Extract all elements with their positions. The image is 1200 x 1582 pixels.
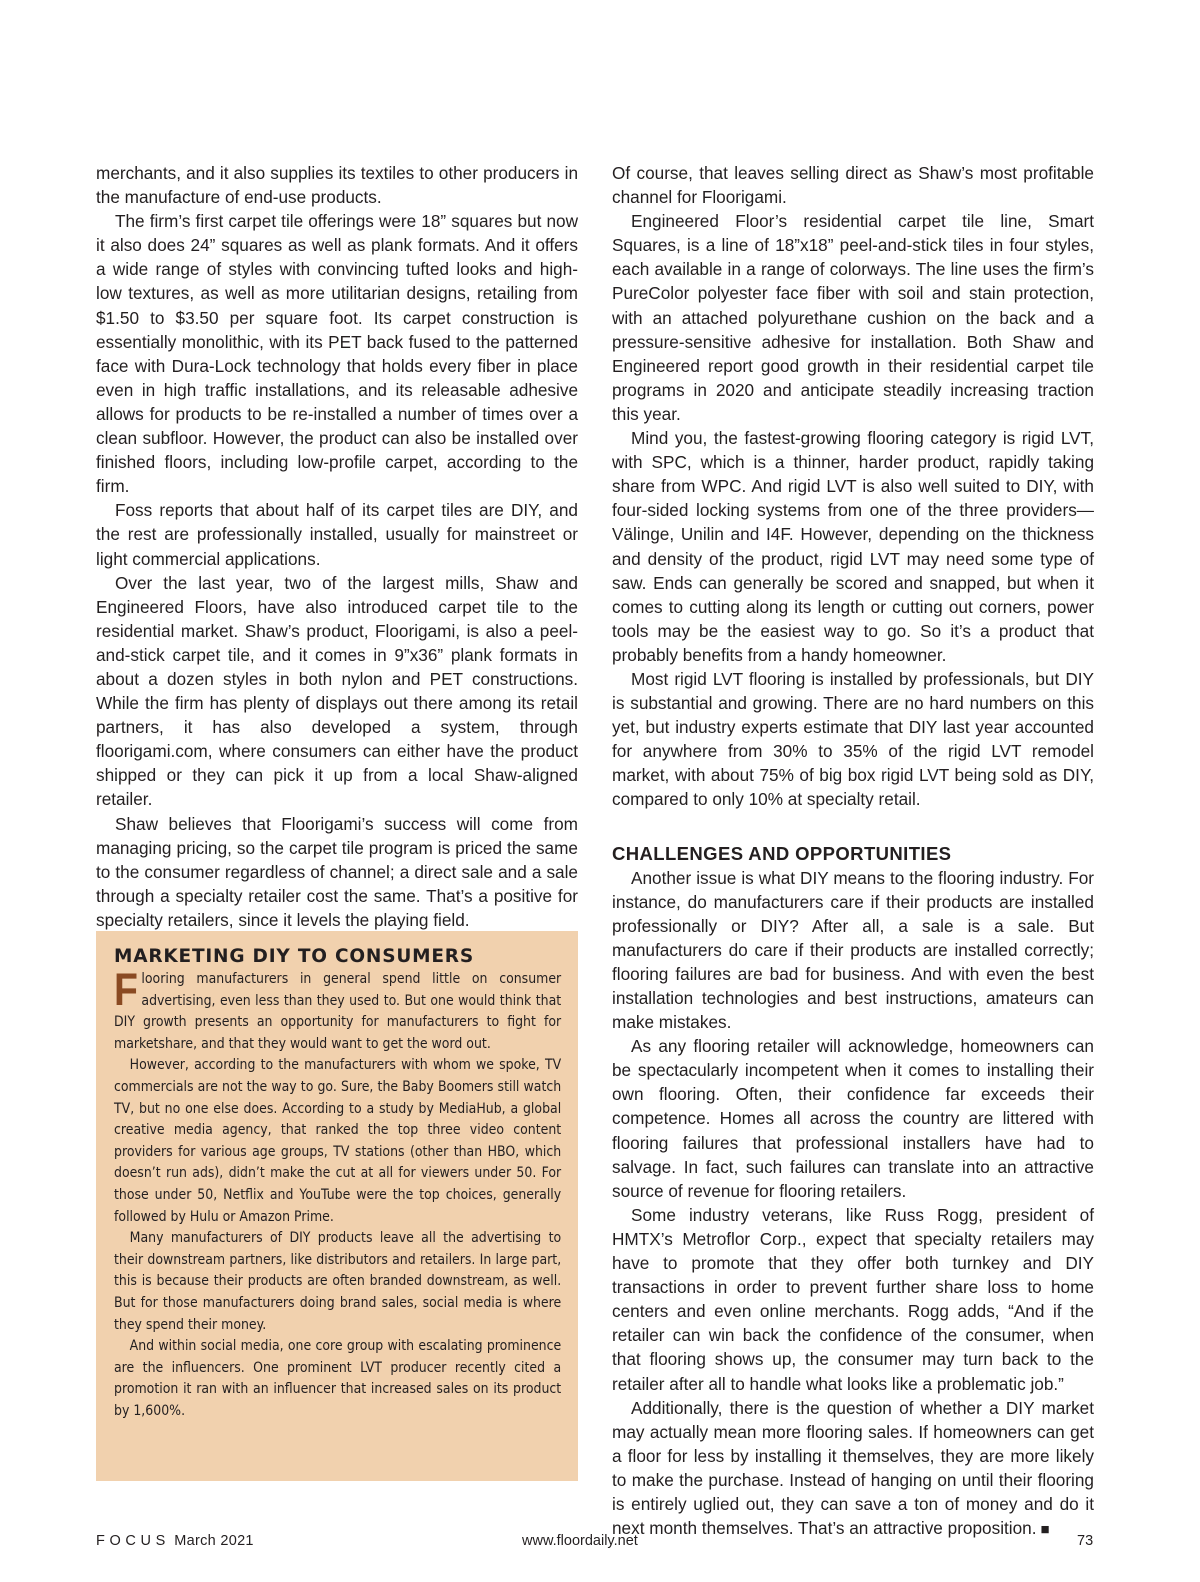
article-paragraph [612, 1396, 1094, 1543]
sidebar-paragraph: Many manufacturers of DIY products leave all the advertising to their downstream partners, like distributors and retailers. In large part, this is because their products are often branded downstream, as well. But for those manufacturers doing brand sales, social media is where they spend their money. [114, 1230, 562, 1333]
final-paragraph-text: Additionally, there is the question of whether a DIY market may actually mean more flooring sales. If homeowners can get a floor for less by installing it themselves, they are more likely to make the purchase. Instead of hanging on until their flooring is entirely uglied out, they can save a ton of money and do it next month themselves. That’s an attractive proposition. [612, 1397, 1094, 1539]
sidebar-paragraph: However, according to the manufacturers with whom we spoke, TV commercials are not the way to go. Sure, the Baby Boomers still watch TV, but no one else does. According to a study by MediaHub, a global creative media agency, that ranked the top three video content providers for various age groups, TV stations (other than HBO, which doesn’t run ads), didn’t make the cut at all for viewers under 50. For those under 50, Netflix and YouTube were the top choices, generally followed by Hulu or Amazon Prime. [114, 1057, 562, 1225]
sidebar-title: MARKETING DIY TO CONSUMERS [114, 946, 474, 967]
article-column-right [612, 161, 1094, 1542]
article-paragraph: Most rigid LVT flooring is installed by professionals, but DIY is substantial and growing. There are no hard numbers on this yet, but industry experts estimate that DIY last year accounted for anywhere from 30% to 35% of the rigid LVT remodel market, with about 75% of big box rigid LVT being sold as DIY, compared to only 10% at specialty retail. [612, 668, 1094, 810]
sidebar-paragraph [114, 964, 562, 1055]
article-paragraph: Another issue is what DIY means to the flooring industry. For instance, do manufacturers care if their products are installed professionally or DIY? After all, a sale is a sale. But manufacturers do care if their products are installed correctly; flooring failures are bad for business. And with even the best installation technologies and best instructions, amateurs can make mistakes. [612, 867, 1094, 1033]
sidebar-first-paragraph-text: looring manufacturers in general spend little on consumer advertising, even less than they used to. But one would think that DIY growth presents an opportunity for manufacturers to fight for marketshare, and that they would want to get the word out. [114, 971, 562, 1052]
end-mark-icon: ■ [1040, 1521, 1050, 1539]
article-paragraph: Over the last year, two of the largest mills, Shaw and Engineered Floors, have also introduced carpet tile to the residential market. Shaw’s product, Floorigami, is also a peel-and-stick carpet tile, and it comes in 9”x36” plank formats in about a dozen styles in both nylon and PET constructions. While the firm has plenty of displays out there among its retail partners, it has also developed a system, through floorigami.com, where consumers can either have the product shipped or they can pick it up from a local Shaw-aligned retailer. [96, 572, 578, 810]
article-paragraph: merchants, and it also supplies its textiles to other producers in the manufacture of end-use products. [96, 163, 578, 208]
article-paragraph: Foss reports that about half of its carpet tiles are DIY, and the rest are professionally installed, usually for mainstreet or light commercial applications. [96, 500, 578, 569]
footer-publication: F O C U S March 2021 [96, 1533, 254, 1549]
article-paragraph: As any flooring retailer will acknowledge, homeowners can be spectacularly incompetent when it comes to installing their own flooring. Often, their confidence far exceeds their competence. Homes all across the country are littered with flooring failures that professional installers have had to salvage. In fact, such failures can translate into an attractive source of revenue for flooring retailers. [612, 1036, 1094, 1201]
sidebar-paragraph: And within social media, one core group with escalating prominence are the influencers. One prominent LVT producer recently cited a promotion it ran with an influencer that increased sales on its product by 1,600%. [114, 1338, 562, 1419]
article-paragraph: Of course, that leaves selling direct as Shaw’s most profitable channel for Floorigami. [612, 163, 1094, 208]
drop-cap: F [114, 964, 138, 1015]
section-heading: CHALLENGES AND OPPORTUNITIES [612, 842, 952, 864]
article-paragraph: Engineered Floor’s residential carpet tile line, Smart Squares, is a line of 18”x18” peel-and-stick tiles in four styles, each available in a range of colorways. The line uses the firm’s PureColor polyester face fiber with soil and stain protection, with an attached polyurethane cushion on the back and a pressure-sensitive adhesive for installation. Both Shaw and Engineered report good growth in their residential carpet tile programs in 2020 and anticipate steadily increasing traction this year. [612, 211, 1094, 424]
article-paragraph: The firm’s first carpet tile offerings were 18” squares but now it also does 24” squares as well as plank formats. And it offers a wide range of styles with convincing tufted looks and high-low textures, as well as more utilitarian designs, retailing from $1.50 to $3.50 per square foot. Its carpet construction is essentially monolithic, with its PET back fused to the patterned face with Dura-Lock technology that holds every fiber in place even in high traffic installations, and its releasable adhesive allows for products to be re-installed a number of times over a clean subfloor. However, the product can also be installed over finished floors, including low-profile carpet, according to the firm. [96, 211, 578, 497]
page-number: 73 [1077, 1533, 1094, 1549]
sidebar-body [114, 964, 562, 1422]
article-paragraph: Mind you, the fastest-growing flooring category is rigid LVT, with SPC, which is a thinner, harder product, rapidly taking share from WPC. And rigid LVT is also well suited to DIY, with four-sided locking systems from one of the three providers—Välinge, Unilin and I4F. However, depending on the thickness and density of the product, rigid LVT may need some type of saw. Ends can generally be scored and snapped, but when it comes to cutting along its length or cutting out corners, power tools may be the easiest way to go. So it’s a product that probably benefits from a handy homeowner. [612, 428, 1094, 665]
sidebar-box [96, 931, 578, 1481]
article-column-left [96, 161, 578, 932]
article-paragraph: Some industry veterans, like Russ Rogg, president of HMTX’s Metroflor Corp., expect that specialty retailers may have to promote that they offer both turnkey and DIY transactions in order to prevent further share loss to home centers and even online merchants. Rogg adds, “And if the retailer can win back the confidence of the consumer, when that flooring shows up, the consumer may turn back to the retailer after all to handle what looks like a problematic job.” [612, 1204, 1094, 1394]
article-paragraph: Shaw believes that Floorigami’s success will come from managing pricing, so the carpet tile program is priced the same to the consumer regardless of channel; a direct sale and a sale through a specialty retailer cost the same. That’s a positive for specialty retailers, since it levels the playing field. [96, 813, 578, 930]
footer-website-link[interactable]: www.floordaily.net [522, 1533, 638, 1549]
